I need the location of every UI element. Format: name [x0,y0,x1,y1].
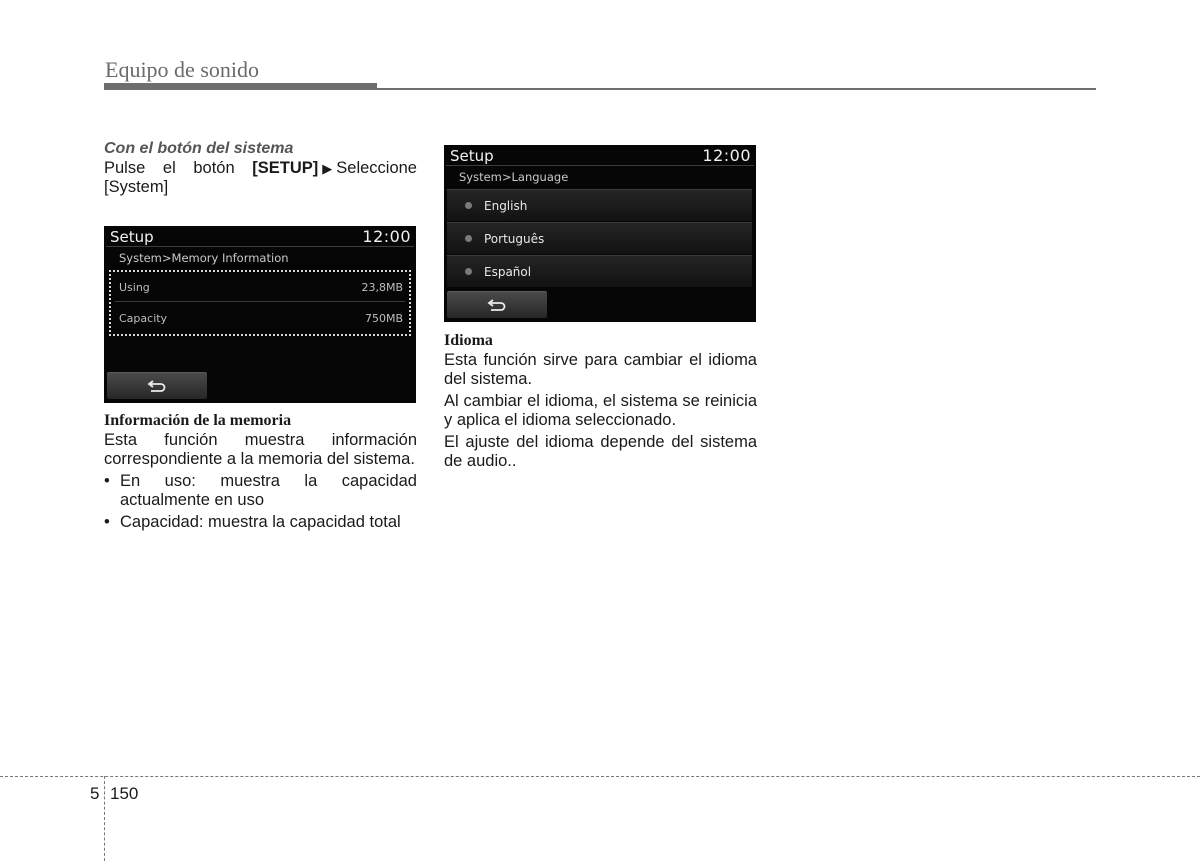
memory-section-text: Esta función muestra información correspondiente a la memoria del sistema. [104,430,417,468]
memory-info-screen [104,226,416,403]
memory-row-value: 23,8MB [361,280,403,294]
row-separator [115,301,405,302]
breadcrumb: System>Memory Information [119,251,289,265]
language-option-english[interactable] [447,189,752,221]
radio-dot-icon [465,235,472,242]
screen-clock: 12:00 [702,146,751,165]
memory-row-using [111,272,409,302]
screen-title: Setup [110,228,154,246]
list-item: • En uso: muestra la capacidad actualmente en uso [104,472,417,511]
radio-dot-icon [465,268,472,275]
arrow-right-icon: ▶ [322,160,333,176]
screen-title: Setup [450,147,494,165]
page-header-title: Equipo de sonido [105,57,259,82]
radio-dot-icon [465,202,472,209]
language-paragraph: Esta función sirve para cambiar el idioma del sistema. [444,350,757,388]
back-arrow-icon [487,298,507,312]
back-button[interactable] [107,372,207,399]
language-option-label: English [484,198,528,213]
language-paragraph: Al cambiar el idioma, el sistema se reinicia y aplica el idioma seleccionado. [444,391,757,429]
language-option-label: Español [484,264,532,279]
header-bar-thin [377,88,1096,90]
list-item: • Capacidad: muestra la capacidad total [104,513,417,533]
memory-bullets [104,472,417,533]
title-separator [446,165,754,166]
memory-row-label: Using [119,280,150,294]
memory-row-value: 750MB [364,311,403,325]
memory-info-section [104,411,417,534]
instruction-post: Seleccione [336,158,417,177]
language-section [444,331,757,474]
instruction-line-1 [104,159,417,179]
instruction-pre: Pulse el botón [104,158,235,177]
memory-row-capacity [111,303,409,333]
footer-vertical-divider [104,776,105,861]
left-column [104,139,417,198]
subheading: Con el botón del sistema [104,140,294,157]
language-section-title: Idioma [444,332,493,349]
breadcrumb: System>Language [459,170,569,184]
page-number: 150 [110,784,139,803]
instruction-line-2: [System] [104,178,169,196]
memory-info-frame [109,270,411,336]
setup-button-label: [SETUP] [252,158,319,177]
header-bar-thick [104,83,377,90]
language-paragraph: El ajuste del idioma depende del sistema de audio.. [444,432,757,470]
language-option-label: Português [484,231,545,246]
language-screen [444,145,756,322]
language-option-espanol[interactable] [447,255,752,287]
footer-divider [0,776,1200,777]
language-option-portugues[interactable] [447,222,752,254]
title-separator [106,246,414,247]
screen-clock: 12:00 [362,227,411,246]
memory-section-title: Información de la memoria [104,412,292,429]
chapter-number: 5 [90,784,100,803]
back-arrow-icon [147,379,167,393]
back-button[interactable] [447,291,547,318]
memory-row-label: Capacity [119,311,168,325]
